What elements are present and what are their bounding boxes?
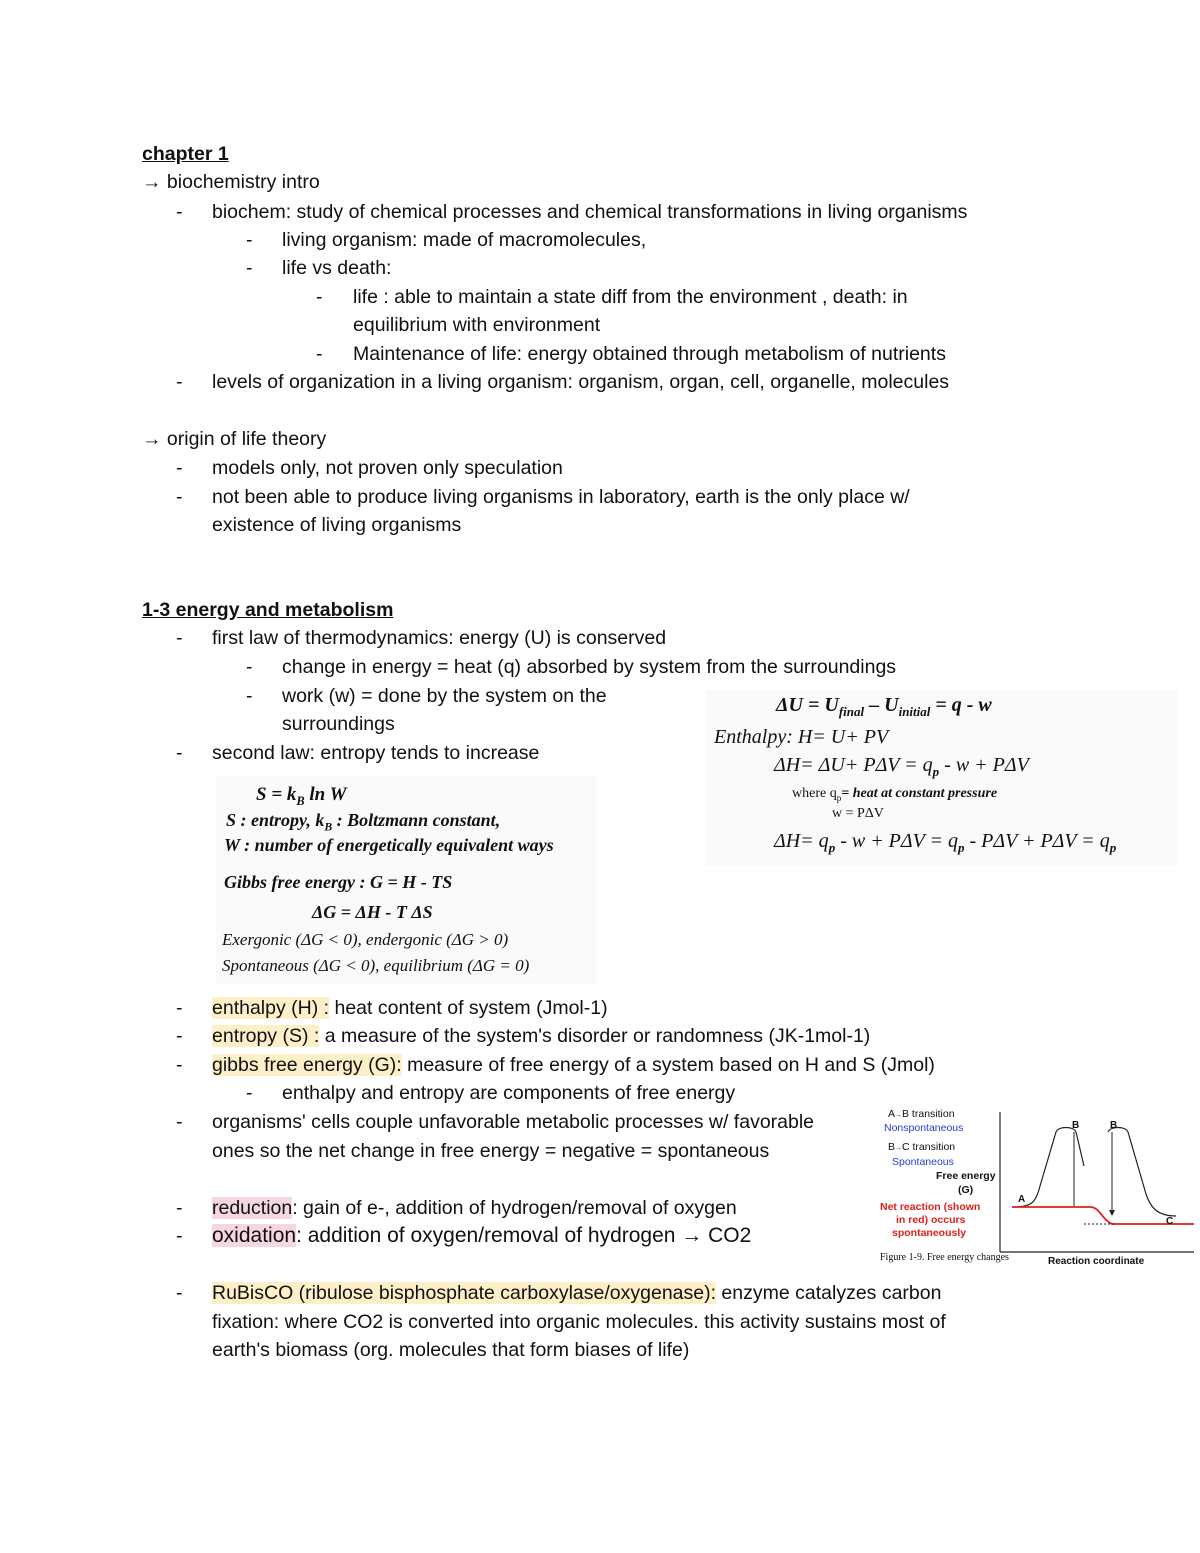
bullet-dash: - [246,229,253,251]
list-item: not been able to produce living organisms in laboratory, earth is the only place w/ [212,486,910,508]
list-item-continued: ones so the net change in free energy = negative = spontaneous [212,1140,770,1162]
list-item: gibbs free energy (G): measure of free energy of a system based on H and S (Jmol) [212,1054,935,1076]
equation-line: $\Delta H= q_p - w + P\Delta V = q_p - P\Delta V + P\Delta V = q_p$ [774,830,1117,855]
figure-label: Spontaneous [892,1156,954,1168]
list-item: first law of thermodynamics: energy (U) is conserved [212,627,667,649]
list-item: Maintenance of life: energy obtained through metabolism of nutrients [353,343,946,365]
figure-label: B→C transition [888,1141,956,1153]
list-item: enthalpy and entropy are components of free energy [282,1082,736,1104]
bullet-dash: - [316,343,323,365]
equation-line: $\Delta H= \Delta U+ P\Delta V = q_p - w + P\Delta V$ [774,754,1029,779]
bullet-dash: - [176,997,183,1019]
list-item: organisms' cells couple unfavorable metabolic processes w/ favorable [212,1111,815,1133]
highlighted-term: oxidation [212,1224,297,1247]
list-item-continued: existence of living organisms [212,514,462,536]
figure-label: (G) [958,1184,974,1196]
list-item: levels of organization in a living organism: organism, organ, cell, organelle, molecules [212,371,950,393]
equation-line: S : entropy, $k_B$ : Boltzmann constant, [226,810,501,834]
list-item: second law: entropy tends to increase [212,742,540,764]
highlighted-term: RuBisCO (ribulose bisphosphate carboxylase/oxygenase): [212,1282,717,1304]
bullet-dash: - [176,1111,183,1133]
list-item: change in energy = heat (q) absorbed by system from the surroundings [282,656,897,678]
section-heading: → biochemistry intro [142,171,320,193]
list-item: oxidation: addition of oxygen/removal of hydrogen → CO2 [212,1224,752,1247]
list-item: enthalpy (H) : heat content of system (Jmol-1) [212,997,608,1019]
list-item-continued: earth's biomass (org. molecules that form biases of life) [212,1339,690,1361]
section-title: 1-3 energy and metabolism [142,599,394,621]
equation-line: Spontaneous (ΔG < 0), equilibrium (ΔG = 0) [222,956,530,975]
bullet-dash: - [176,1225,183,1247]
bullet-dash: - [176,742,183,764]
bullet-dash: - [176,486,183,508]
bullet-dash: - [176,457,183,479]
equation-line: $\Delta U = U_{final} - U_{initial} = q - w$ [776,694,992,719]
equation-line: w = PΔV [832,806,884,821]
equation-line: W : number of energetically equivalent ways [224,835,554,855]
entropy-gibbs-equations-image [216,776,596,984]
equation-line: where $q_p=$ heat at constant pressure [792,786,998,803]
list-item-continued: surroundings [282,713,395,735]
energy-profile-svg [876,1106,1196,1270]
enthalpy-equations-image [706,690,1178,866]
point-label-a: A [1018,1194,1026,1205]
list-item: life vs death: [282,257,392,279]
figure-caption: Figure 1-9. Free energy changes [880,1252,1009,1263]
bullet-dash: - [316,286,323,308]
bullet-dash: - [246,257,253,279]
figure-label: A→B transition [888,1108,955,1120]
figure-label: spontaneously [892,1227,967,1239]
highlighted-term: entropy (S) : [212,1025,320,1047]
bullet-dash: - [176,627,183,649]
equation-line: Exergonic (ΔG < 0), endergonic (ΔG > 0) [222,930,509,949]
point-label-b: B [1072,1120,1080,1131]
bullet-dash: - [176,371,183,393]
bullet-dash: - [176,1025,183,1047]
free-energy-figure [876,1106,1196,1270]
highlighted-term: gibbs free energy (G): [212,1054,402,1076]
list-item: life : able to maintain a state diff from the environment , death: in [353,286,908,308]
energy-curve-bc [1108,1128,1176,1217]
x-axis-label: Reaction coordinate [1048,1256,1145,1267]
figure-label: in red) occurs [896,1214,966,1226]
figure-label: Free energy [936,1170,996,1182]
list-item: entropy (S) : a measure of the system's disorder or randomness (JK-1mol-1) [212,1025,871,1047]
bullet-dash: - [176,1197,183,1219]
highlighted-term: reduction [212,1197,293,1219]
list-item-continued: equilibrium with environment [353,314,601,336]
bullet-dash: - [246,1082,253,1104]
point-label-c: C [1166,1216,1174,1227]
list-item: work (w) = done by the system on the [282,685,607,707]
equation-line: Enthalpy: H= U+ PV [714,726,889,748]
figure-label: Net reaction (shown [880,1201,981,1213]
list-item-continued: fixation: where CO2 is converted into organic molecules. this activity sustains most of [212,1311,946,1333]
bullet-dash: - [246,685,253,707]
list-item: reduction: gain of e-, addition of hydrogen/removal of oxygen [212,1197,737,1219]
bullet-dash: - [176,201,183,223]
bullet-dash: - [176,1282,183,1304]
section-heading: → origin of life theory [142,428,327,450]
list-item: RuBisCO (ribulose bisphosphate carboxylase/oxygenase): enzyme catalyzes carbon [212,1282,942,1304]
bullet-dash: - [176,1054,183,1076]
list-item: models only, not proven only speculation [212,457,563,479]
list-item: living organism: made of macromolecules, [282,229,647,251]
equation-line: ΔG = ΔH - T ΔS [312,902,433,922]
chapter-title: chapter 1 [142,143,229,165]
equation-line: $S = k_B$ ln W [256,784,347,808]
highlighted-term: enthalpy (H) : [212,997,330,1019]
point-label-b: B [1110,1120,1118,1131]
bullet-dash: - [246,656,253,678]
equation-line: Gibbs free energy : G = H - TS [224,872,453,892]
arrowhead [1109,1210,1115,1216]
list-item: biochem: study of chemical processes and chemical transformations in living organisms [212,201,968,223]
figure-label: Nonspontaneous [884,1122,964,1134]
